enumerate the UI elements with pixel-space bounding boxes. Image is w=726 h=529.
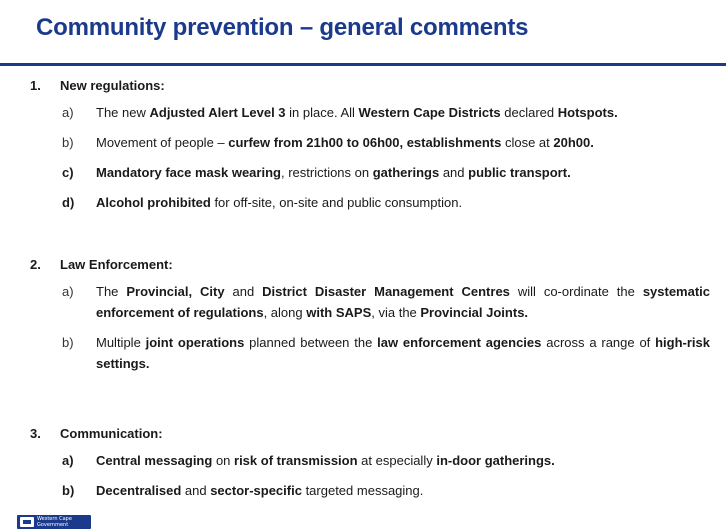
body-text: in place. All	[285, 105, 359, 120]
emphasis-text: Alcohol prohibited	[96, 195, 211, 210]
emphasis-text: Adjusted Alert Level 3	[149, 105, 286, 120]
emphasis-text: joint operations	[145, 335, 245, 350]
list-item	[30, 162, 710, 183]
item-letter: a)	[62, 284, 74, 299]
emphasis-text: Western Cape Districts	[358, 105, 501, 120]
body-text: planned between the	[244, 335, 378, 350]
section-title: Communication:	[60, 426, 163, 441]
footer	[0, 514, 726, 529]
section-law-enforcement	[30, 257, 710, 383]
body-text: The	[96, 284, 127, 299]
coat-of-arms-icon	[20, 517, 34, 527]
emphasis-text: Hotspots.	[557, 105, 618, 120]
item-text	[96, 450, 710, 471]
section-number: 1.	[30, 78, 41, 93]
body-text: Multiple	[96, 335, 146, 350]
emphasis-text: Central messaging	[96, 453, 213, 468]
emphasis-text: high-risk settings.	[96, 335, 711, 371]
item-letter: b)	[62, 135, 74, 150]
list-item	[30, 450, 710, 471]
body-text: , along	[263, 305, 307, 320]
emphasis-text: 20h00.	[553, 135, 594, 150]
item-text	[96, 102, 710, 123]
emphasis-text: Provincial Joints.	[420, 305, 529, 320]
section-heading	[30, 78, 710, 93]
body-text: will co-ordinate the	[509, 284, 643, 299]
section-title: Law Enforcement:	[60, 257, 173, 272]
emphasis-text: in-door gatherings.	[436, 453, 555, 468]
body-text: across a range of	[541, 335, 656, 350]
body-text: Movement of people –	[96, 135, 229, 150]
section-number: 3.	[30, 426, 41, 441]
emphasis-text: gatherings	[372, 165, 440, 180]
title-divider	[0, 63, 726, 66]
body-text: , restrictions on	[280, 165, 373, 180]
emphasis-text: Decentralised	[96, 483, 182, 498]
slide-title: Community prevention – general comments	[36, 14, 529, 41]
body-text: , via the	[371, 305, 421, 320]
section-items	[30, 281, 710, 374]
section-title: New regulations:	[60, 78, 165, 93]
western-cape-government-logo	[17, 515, 91, 529]
item-text	[96, 132, 710, 153]
section-new-regulations	[30, 78, 710, 222]
item-letter: d)	[62, 195, 75, 210]
logo-text: Western Cape Government	[37, 516, 72, 528]
item-text	[96, 480, 710, 501]
emphasis-text: District Disaster Management Centres	[262, 284, 510, 299]
item-letter: a)	[62, 105, 74, 120]
list-item	[30, 480, 710, 501]
section-communication	[30, 426, 710, 510]
item-text	[96, 332, 710, 374]
item-text	[96, 281, 710, 323]
item-text	[96, 162, 710, 183]
list-item	[30, 332, 710, 374]
section-number: 2.	[30, 257, 41, 272]
section-heading	[30, 426, 710, 441]
list-item	[30, 192, 710, 213]
section-heading	[30, 257, 710, 272]
body-text: and	[439, 165, 469, 180]
emphasis-text: risk of transmission	[234, 453, 358, 468]
item-text	[96, 192, 710, 213]
list-item	[30, 132, 710, 153]
emphasis-text: sector-specific	[210, 483, 302, 498]
body-text: targeted messaging.	[301, 483, 424, 498]
body-text: and	[181, 483, 211, 498]
item-letter: b)	[62, 483, 75, 498]
emphasis-text: public transport.	[468, 165, 571, 180]
body-text: and	[224, 284, 263, 299]
body-text: at especially	[357, 453, 437, 468]
emphasis-text: law enforcement agencies	[377, 335, 542, 350]
section-items	[30, 102, 710, 213]
emphasis-text: curfew from 21h00 to 06h00, establishments	[228, 135, 502, 150]
item-letter: a)	[62, 453, 74, 468]
body-text: on	[212, 453, 235, 468]
body-text: for off-site, on-site and public consumption.	[210, 195, 463, 210]
emphasis-text: Mandatory face mask wearing	[96, 165, 281, 180]
body-text: close at	[501, 135, 554, 150]
emphasis-text: Provincial, City	[126, 284, 225, 299]
emphasis-text: systematic enforcement of regulations	[96, 284, 711, 320]
body-text: The new	[96, 105, 150, 120]
section-items	[30, 450, 710, 501]
emphasis-text: with SAPS	[306, 305, 372, 320]
body-text: declared	[500, 105, 558, 120]
item-letter: c)	[62, 165, 74, 180]
list-item	[30, 102, 710, 123]
item-letter: b)	[62, 335, 74, 350]
list-item	[30, 281, 710, 323]
